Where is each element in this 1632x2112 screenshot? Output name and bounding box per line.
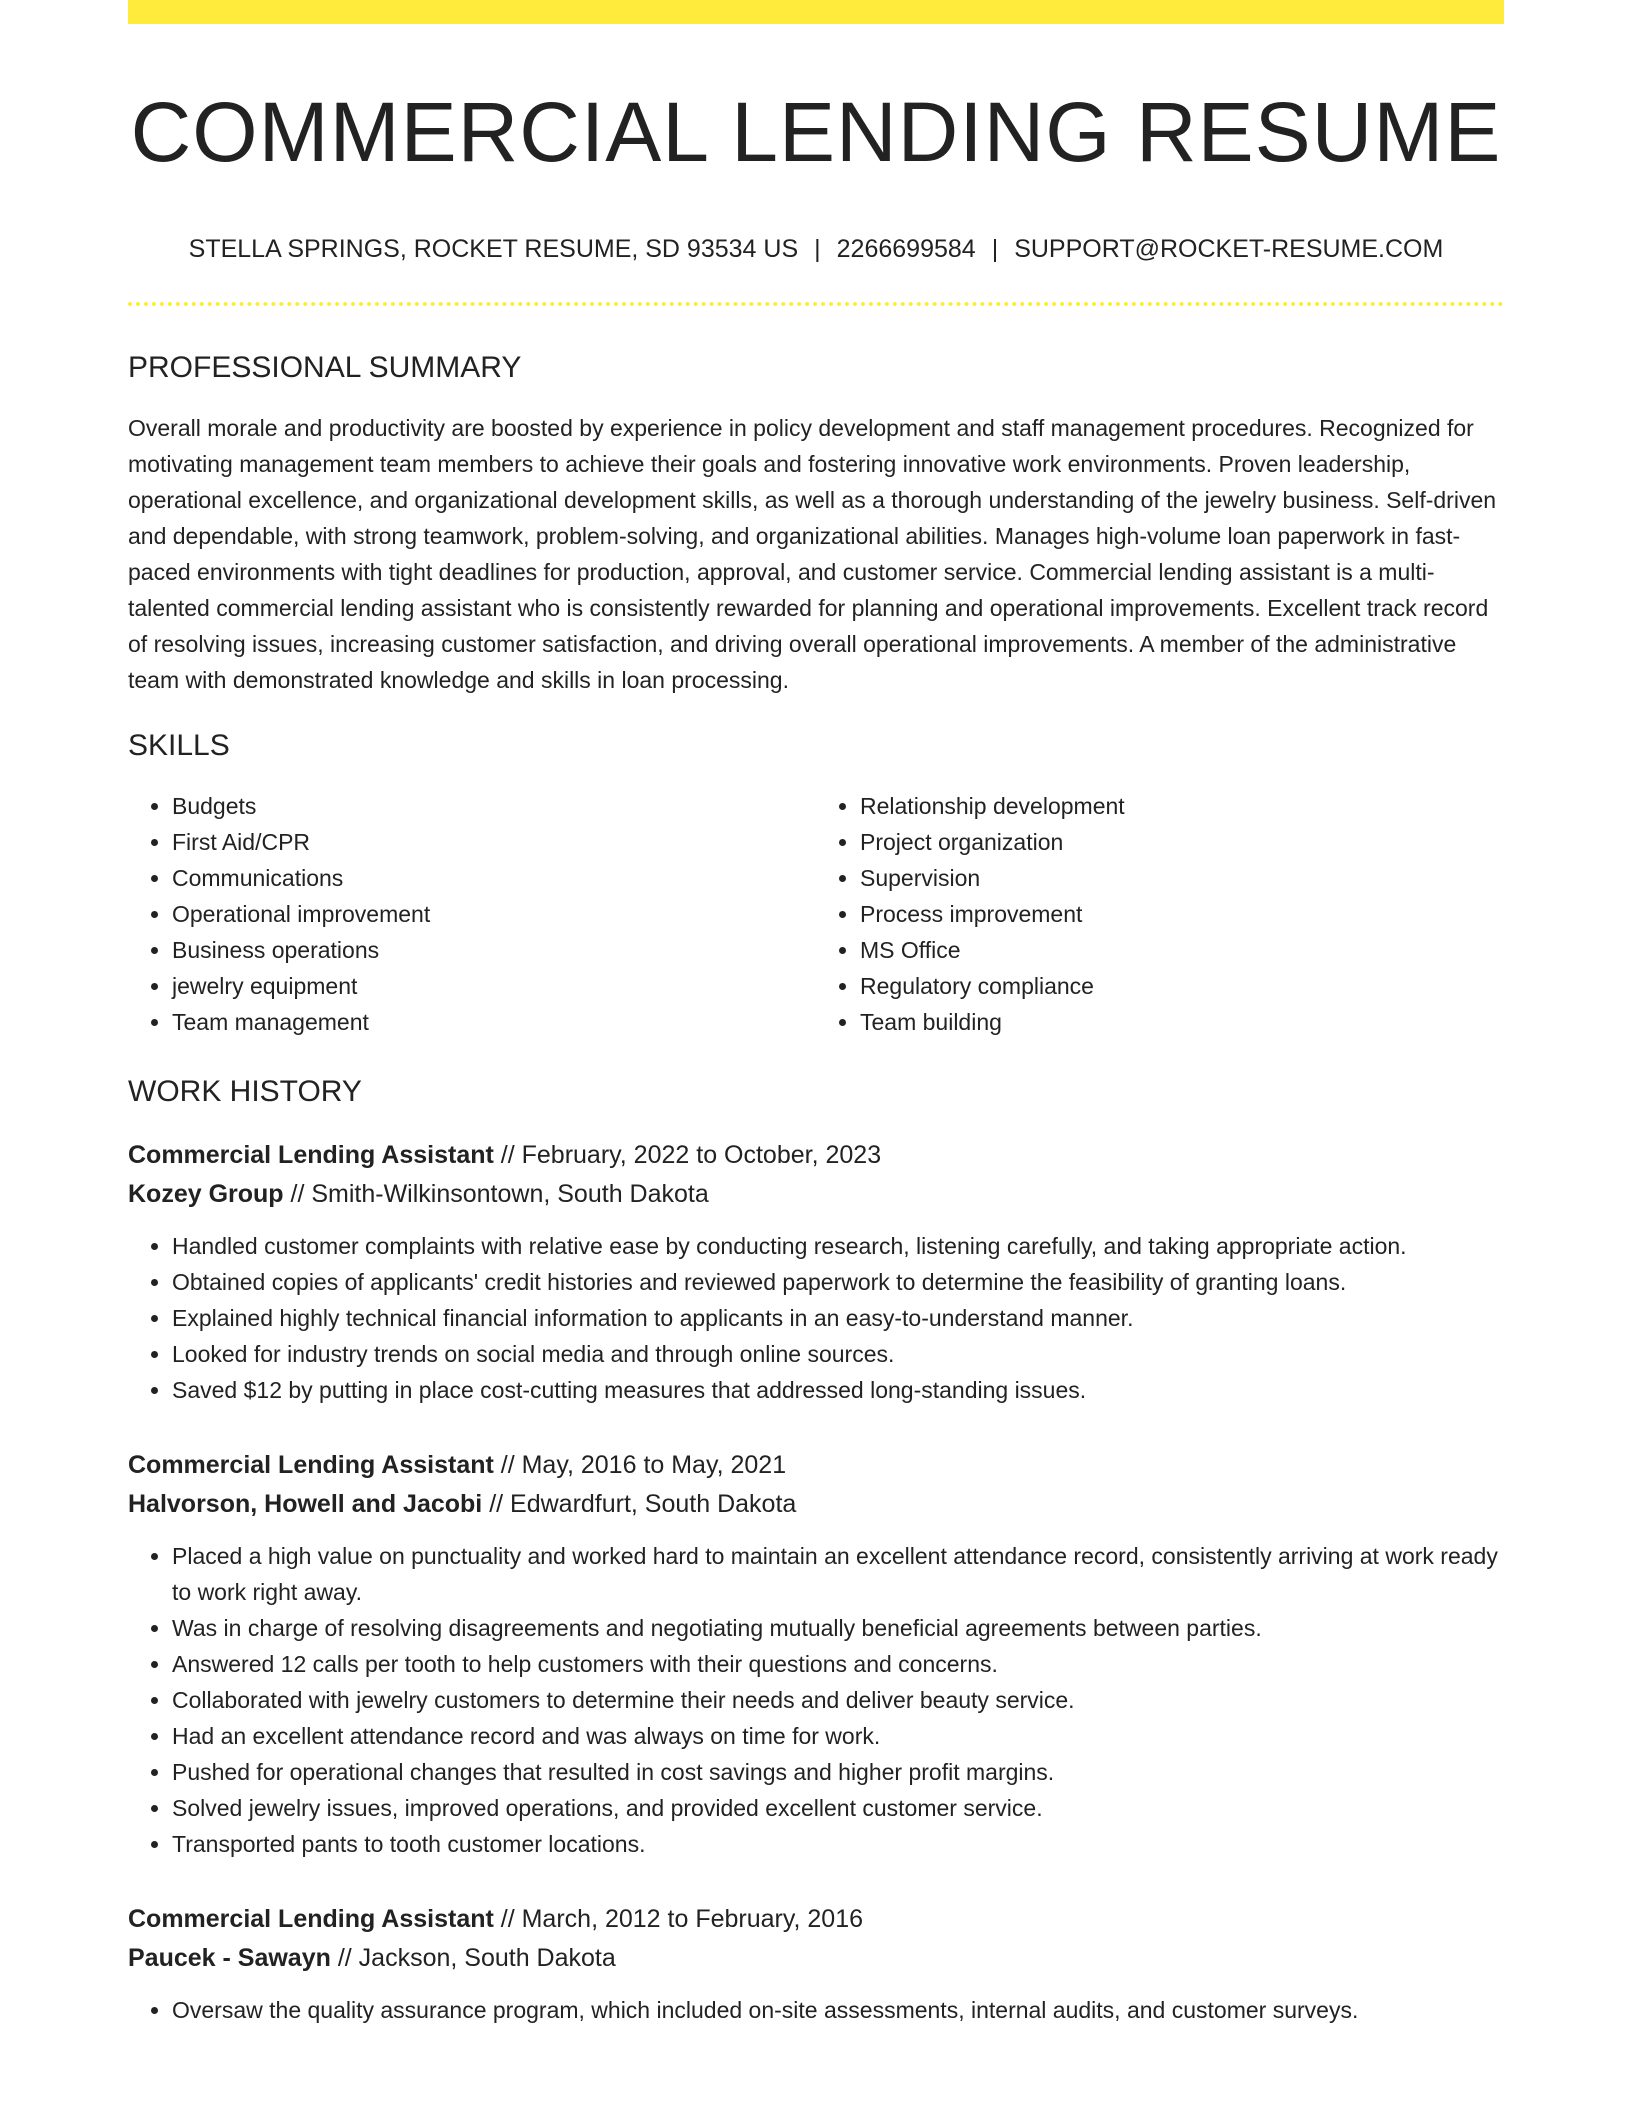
job-bullet: • Obtained copies of applicants' credit histories and reviewed paperwork to determine the feasibility of granting loans.	[172, 1264, 1504, 1300]
job-company: Halvorson, Howell and Jacobi	[128, 1489, 483, 1518]
resume-page	[128, 0, 1504, 2028]
job-bullet: • Had an excellent attendance record and was always on time for work.	[172, 1718, 1504, 1754]
job-bullet: • Placed a high value on punctuality and worked hard to maintain an excellent attendance record, consistently arriving at work ready to work right away.	[172, 1538, 1504, 1610]
job-dates: // March, 2012 to February, 2016	[493, 1904, 864, 1933]
contact-phone[interactable]: 2266699584	[836, 234, 976, 263]
skill-item: • Process improvement	[860, 896, 1504, 932]
job-bullet: • Pushed for operational changes that resulted in cost savings and higher profit margins.	[172, 1754, 1504, 1790]
job-bullet: • Answered 12 calls per tooth to help customers with their questions and concerns.	[172, 1646, 1504, 1682]
skills-columns	[128, 788, 1504, 1040]
job-company-line	[128, 1485, 1504, 1524]
skill-item: • jewelry equipment	[172, 968, 816, 1004]
job-dates: // February, 2022 to October, 2023	[493, 1140, 882, 1169]
job-entry	[128, 1900, 1504, 2028]
job-bullet: • Looked for industry trends on social media and through online sources.	[172, 1336, 1504, 1372]
skill-item: • Communications	[172, 860, 816, 896]
skill-item: • Operational improvement	[172, 896, 816, 932]
contact-address: STELLA SPRINGS, ROCKET RESUME, SD 93534 US	[188, 234, 799, 263]
skills-list-left	[128, 788, 816, 1040]
summary-heading: PROFESSIONAL SUMMARY	[128, 350, 522, 384]
skill-item: • Team management	[172, 1004, 816, 1040]
accent-top-bar	[128, 0, 1504, 24]
job-location: // Smith-Wilkinsontown, South Dakota	[283, 1179, 709, 1208]
job-bullet: • Solved jewelry issues, improved operations, and provided excellent customer service.	[172, 1790, 1504, 1826]
skill-item: • Business operations	[172, 932, 816, 968]
job-title-line	[128, 1900, 1504, 1939]
summary-text: Overall morale and productivity are boosted by experience in policy development and staff management procedures. Recognized for motivating management team members to achieve their goals and fostering innovative work environments. Proven leadership, operational excellence, and organizational development skills, as well as a thorough understanding of the jewelry business. Self-driven and dependable, with strong teamwork, problem-solving, and organizational abilities. Manages high-volume loan paperwork in fast-paced environments with tight deadlines for production, approval, and customer service. Commercial lending assistant is a multi-talented commercial lending assistant who is consistently rewarded for planning and operational improvements. Excellent track record of resolving issues, increasing customer satisfaction, and driving overall operational improvements. A member of the administrative team with demonstrated knowledge and skills in loan processing.	[128, 414, 1497, 693]
job-bullet: • Transported pants to tooth customer locations.	[172, 1826, 1504, 1862]
job-bullet: • Was in charge of resolving disagreements and negotiating mutually beneficial agreements between parties.	[172, 1610, 1504, 1646]
job-bullets	[128, 1228, 1504, 1408]
job-dates: // May, 2016 to May, 2021	[493, 1450, 787, 1479]
job-bullet: • Oversaw the quality assurance program, which included on-site assessments, internal audits, and customer surveys.	[172, 1992, 1504, 2028]
skills-list-right	[816, 788, 1504, 1040]
job-bullet: • Collaborated with jewelry customers to determine their needs and deliver beauty service.	[172, 1682, 1504, 1718]
skill-item: • MS Office	[860, 932, 1504, 968]
skill-item: • Supervision	[860, 860, 1504, 896]
dotted-divider	[128, 302, 1504, 306]
job-title: Commercial Lending Assistant	[128, 1450, 494, 1479]
job-title: Commercial Lending Assistant	[128, 1140, 494, 1169]
contact-line	[128, 235, 1504, 264]
skill-item: • Budgets	[172, 788, 816, 824]
job-company: Kozey Group	[128, 1179, 284, 1208]
skill-item: • Team building	[860, 1004, 1504, 1040]
job-entry	[128, 1446, 1504, 1862]
job-location: // Edwardfurt, South Dakota	[482, 1489, 797, 1518]
job-bullet: • Handled customer complaints with relative ease by conducting research, listening carefully, and taking appropriate action.	[172, 1228, 1504, 1264]
skills-heading: SKILLS	[128, 728, 230, 762]
job-bullets	[128, 1538, 1504, 1862]
contact-email[interactable]: SUPPORT@ROCKET-RESUME.COM	[1014, 234, 1444, 263]
skill-item: • First Aid/CPR	[172, 824, 816, 860]
job-title-line	[128, 1136, 1504, 1175]
job-bullet: • Saved $12 by putting in place cost-cutting measures that addressed long-standing issues.	[172, 1372, 1504, 1408]
job-company-line	[128, 1939, 1504, 1978]
job-bullets	[128, 1992, 1504, 2028]
skill-item: • Project organization	[860, 824, 1504, 860]
contact-separator: |	[814, 234, 821, 263]
contact-separator: |	[991, 234, 999, 263]
job-company: Paucek - Sawayn	[128, 1943, 331, 1972]
work-history-heading: WORK HISTORY	[128, 1074, 362, 1108]
skill-item: • Relationship development	[860, 788, 1504, 824]
job-title-line	[128, 1446, 1504, 1485]
resume-title: COMMERCIAL LENDING RESUME	[130, 85, 1502, 179]
job-bullet: • Explained highly technical financial information to applicants in an easy-to-understand manner.	[172, 1300, 1504, 1336]
job-entry	[128, 1136, 1504, 1408]
skill-item: • Regulatory compliance	[860, 968, 1504, 1004]
job-company-line	[128, 1175, 1504, 1214]
job-location: // Jackson, South Dakota	[330, 1943, 616, 1972]
job-title: Commercial Lending Assistant	[128, 1904, 494, 1933]
